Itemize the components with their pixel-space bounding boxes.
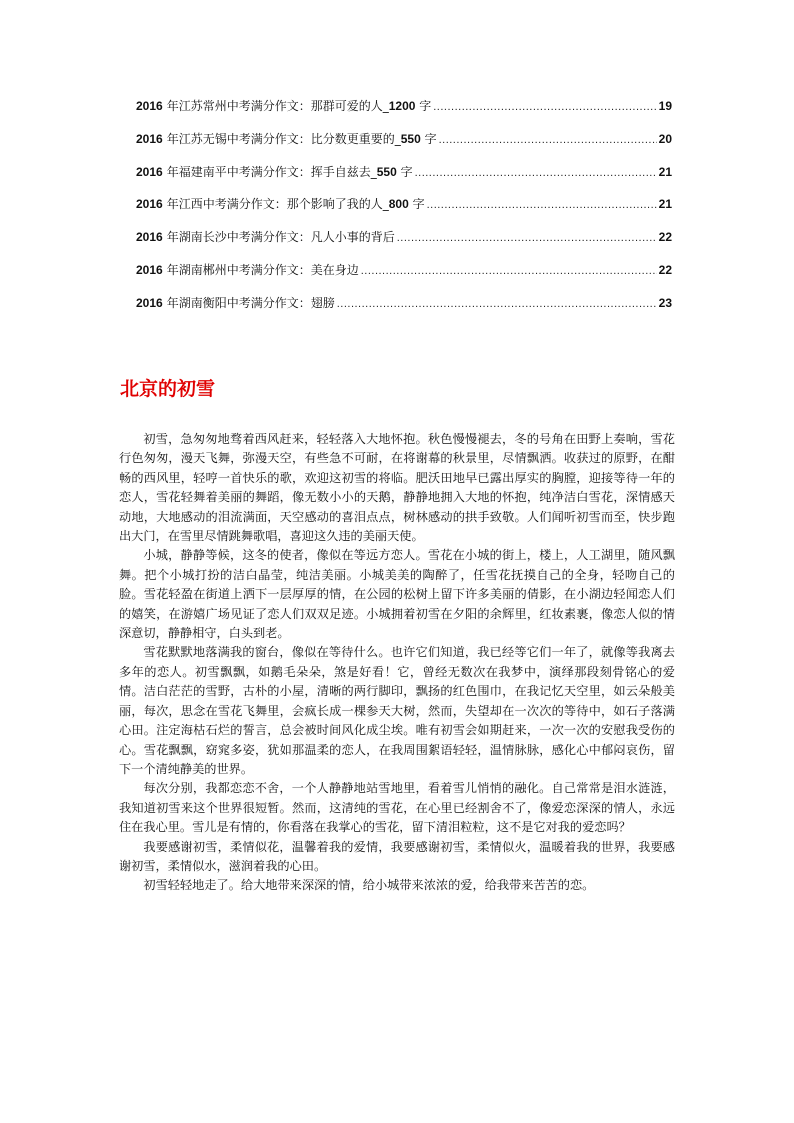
- toc-entry-page-number: 20: [658, 131, 672, 146]
- table-of-contents: [136, 97, 672, 327]
- toc-entry[interactable]: [136, 195, 672, 228]
- toc-entry-title-text: 年湖南长沙中考满分作文：凡人小事的背后: [166, 230, 395, 245]
- article-title: 北京的初雪: [120, 378, 216, 400]
- toc-entry-year: 2016: [136, 197, 163, 212]
- toc-leader-dots: [433, 101, 656, 113]
- toc-leader-dots: [361, 265, 657, 277]
- article-paragraph: 雪花默默地落满我的窗台，像似在等待什么。也许它们知道，我已经等它们一年了，就像等我离去多年的恋人。初雪飘飘，如鹅毛朵朵，煞是好看！它，曾经无数次在我梦中，演绎那段刻骨铭心的爱情。洁白茫茫的雪野，古朴的小屋，清晰的两行脚印，飘扬的红色围巾，在我记忆天空里，如云朵般美丽，每次，思念在雪花飞舞里，会疯长成一棵参天大树，然而，失望却在一次次的等待中，如石子落满心田。注定海枯石烂的誓言，总会被时间风化成尘埃。唯有初雪会如期赶来，一次一次的安慰我受伤的心。雪花飘飘，窈窕多姿，犹如那温柔的恋人，在我周围絮语轻轻，温情脉脉，感化心中郁闷哀伤，留下一个清纯静美的世界。: [119, 645, 675, 776]
- article-paragraph: 小城，静静等候，这冬的使者，像似在等远方恋人。雪花在小城的街上，楼上，人工湖里，随风飘舞。把个小城打扮的洁白晶莹，纯洁美丽。小城美美的陶醉了，任雪花抚摸自己的全身，轻吻自己的脸。雪花轻盈在街道上洒下一层厚厚的情，在公园的松树上留下许多美丽的倩影，在小湖边轻闻恋人们的嬉笑，在游嬉广场见证了恋人们双双足迹。小城拥着初雪在夕阳的余辉里，红妆素裹，像恋人似的情深意切，静静相守，白头到老。: [119, 548, 675, 641]
- toc-entry-page-number: 22: [658, 230, 672, 245]
- toc-leader-dots: [439, 134, 657, 146]
- toc-entry-title: [167, 97, 432, 114]
- toc-entry-title: [167, 294, 335, 311]
- toc-entry-year: 2016: [136, 230, 163, 245]
- toc-entry-title-text: 年湖南郴州中考满分作文：美在身边: [166, 262, 359, 277]
- toc-leader-dots: [415, 167, 657, 179]
- article-paragraph: 初雪，急匆匆地骛着西风赶来，轻轻落入大地怀抱。秋色慢慢褪去，冬的号角在田野上奏响，雪花行色匆匆，漫天飞舞，弥漫天空，有些急不可耐，在将谢幕的秋景里，尽情飘洒。收获过的原野，在酣畅的西风里，轻哼一首快乐的歌，欢迎这初雪的将临。肥沃田地早已露出厚实的胸膛，迎接等待一年的恋人，雪花轻舞着美丽的舞蹈，像无数小小的天鹅，静静地拥入大地的怀抱，纯净洁白雪花，深情感天动地，大地感动的泪流满面，天空感动的喜泪点点，树林感动的拱手致敬。人们闻听初雪而至，快步跑出大门，在雪里尽情跳舞歌唱，喜迎这久违的美丽天使。: [119, 432, 675, 544]
- toc-entry[interactable]: [136, 97, 672, 130]
- toc-entry-year: 2016: [136, 164, 163, 179]
- article-paragraph: 我要感谢初雪，柔情似花，温馨着我的爱情，我要感谢初雪，柔情似火，温暖着我的世界，我要感谢初雪，柔情似水，滋润着我的心田。: [119, 839, 675, 873]
- toc-entry-title: [167, 130, 437, 147]
- toc-entry-year: 2016: [136, 131, 163, 146]
- toc-leader-dots: [397, 232, 657, 244]
- toc-entry-word-count: 550: [376, 164, 397, 179]
- toc-leader-dots: [337, 298, 657, 310]
- toc-entry-title-text: 年江苏无锡中考满分作文：比分数更重要的_: [166, 131, 401, 146]
- toc-entry[interactable]: [136, 163, 672, 196]
- toc-entry-word-count: 1200: [388, 99, 416, 113]
- toc-entry-title: [167, 163, 413, 180]
- toc-entry-year: 2016: [136, 99, 163, 113]
- toc-entry-title: [167, 195, 425, 212]
- toc-entry-title-suffix: 字: [408, 197, 425, 212]
- toc-entry-title-suffix: 字: [420, 131, 437, 146]
- toc-entry-title-suffix: 字: [396, 164, 413, 179]
- toc-entry-title-text: 年江西中考满分作文：那个影响了我的人_: [166, 197, 389, 212]
- toc-entry-year: 2016: [136, 295, 163, 310]
- toc-entry-page-number: 19: [658, 99, 672, 113]
- toc-entry-page-number: 23: [658, 295, 672, 310]
- article-paragraph: 每次分别，我都恋恋不舍，一个人静静地站雪地里，看着雪儿悄悄的融化。自己常常是泪水涟涟，我知道初雪来这个世界很短暂。然而，这清纯的雪花，在心里已经割舍不了，像爱恋深深的情人，永远住在我心里。雪儿是有情的，你看落在我掌心的雪花，留下清泪粒粒，这不是它对我的爱恋吗？: [119, 781, 675, 835]
- toc-entry-year: 2016: [136, 262, 163, 277]
- toc-leader-dots: [427, 199, 657, 211]
- toc-entry[interactable]: [136, 261, 672, 294]
- toc-entry-page-number: 22: [658, 262, 672, 277]
- toc-entry-word-count: 800: [388, 197, 409, 212]
- toc-entry-page-number: 21: [658, 164, 672, 179]
- toc-entry-title: [167, 228, 395, 245]
- toc-entry[interactable]: [136, 294, 672, 327]
- toc-entry-word-count: 550: [400, 131, 421, 146]
- toc-entry-page-number: 21: [658, 197, 672, 212]
- toc-entry[interactable]: [136, 228, 672, 261]
- toc-entry-title: [167, 261, 359, 278]
- toc-entry-title-suffix: 字: [415, 99, 432, 113]
- toc-entry-title-text: 年江苏常州中考满分作文：那群可爱的人_: [166, 99, 389, 113]
- toc-entry[interactable]: [136, 130, 672, 163]
- article-body: [119, 430, 675, 896]
- toc-entry-title-text: 年湖南衡阳中考满分作文：翅膀: [166, 295, 335, 310]
- toc-entry-title-text: 年福建南平中考满分作文：挥手自兹去_: [166, 164, 377, 179]
- article-paragraph: 初雪轻轻地走了。给大地带来深深的情，给小城带来浓浓的爱，给我带来苦苦的恋。: [143, 878, 595, 893]
